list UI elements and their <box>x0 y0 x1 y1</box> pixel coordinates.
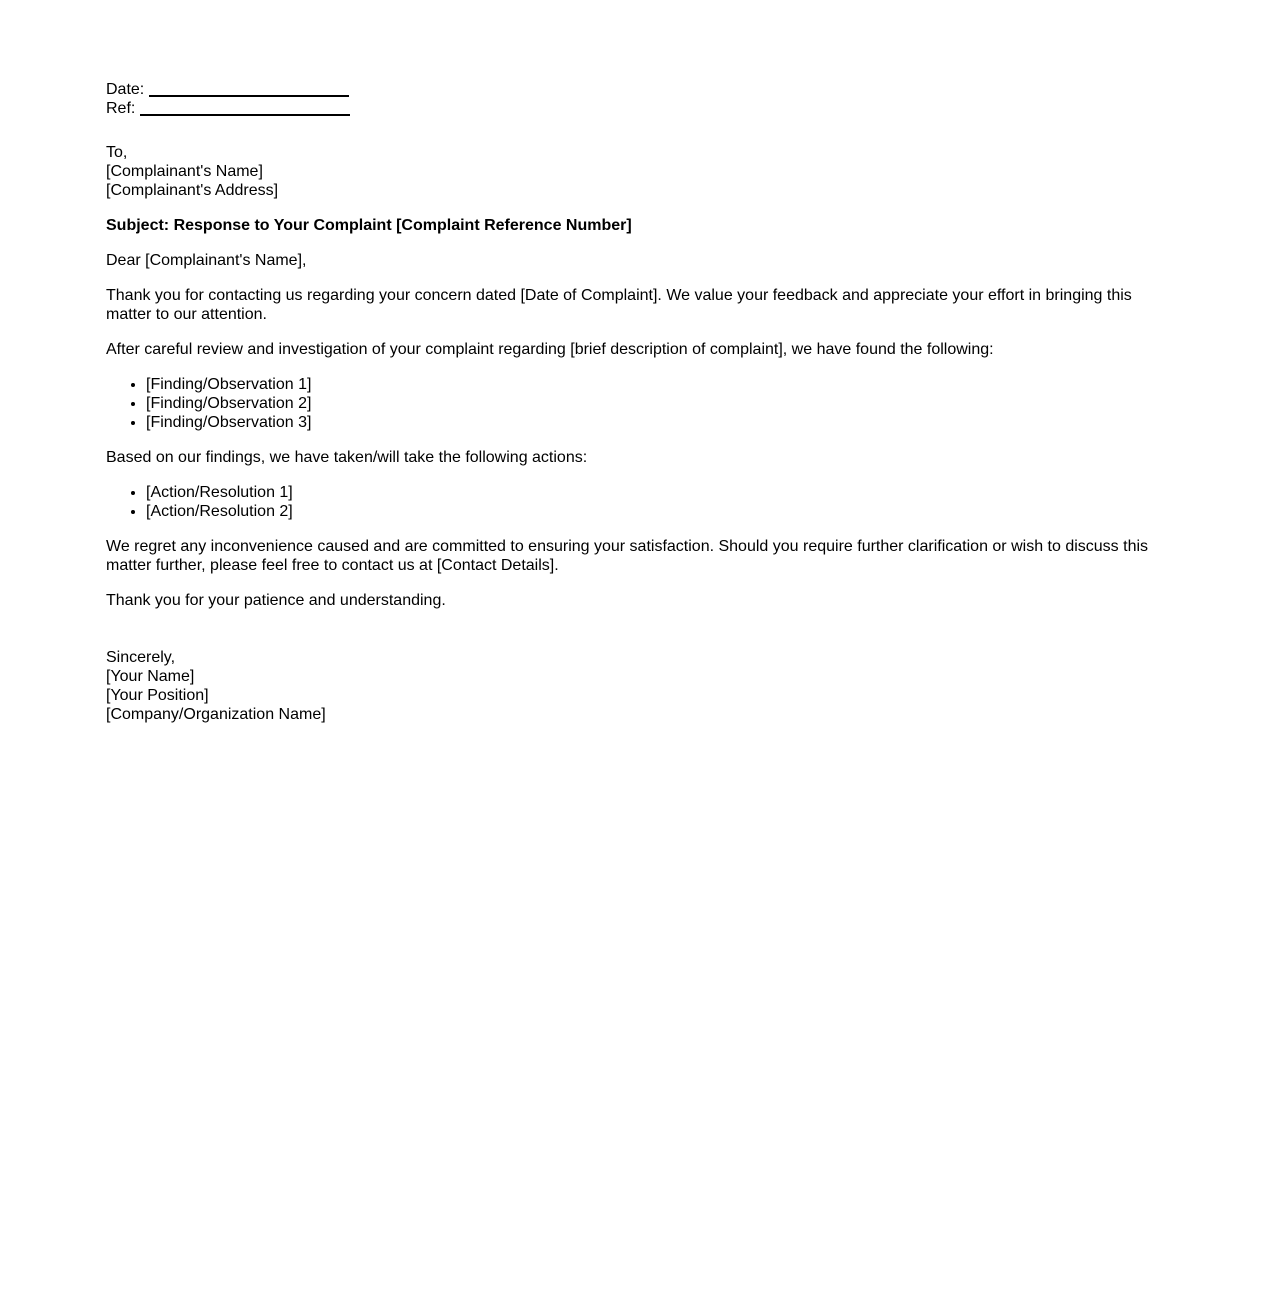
paragraph-patience: Thank you for your patience and understanding. <box>106 592 446 609</box>
recipient-name: [Complainant's Name] <box>106 163 263 180</box>
finding-item: • [Finding/Observation 1] <box>146 375 1166 394</box>
date-blank-line <box>149 83 349 97</box>
paragraph-review: After careful review and investigation of your complaint regarding [brief description of complaint], we have found the following: <box>106 341 994 358</box>
salutation: Dear [Complainant's Name], <box>106 252 307 269</box>
findings-list <box>106 375 1166 432</box>
signature-block <box>106 648 1166 724</box>
date-label: Date: <box>106 81 145 98</box>
company-name: [Company/Organization Name] <box>106 706 326 723</box>
recipient-block <box>106 143 1166 200</box>
paragraph-actions-intro: Based on our findings, we have taken/will take the following actions: <box>106 449 588 466</box>
finding-item: • [Finding/Observation 2] <box>146 394 1166 413</box>
paragraph-regret: We regret any inconvenience caused and are committed to ensuring your satisfaction. Should you require further clarification or wish to discuss this matter further, please feel free to contact us at [Contact Details]. <box>106 538 1149 574</box>
recipient-address: [Complainant's Address] <box>106 182 279 199</box>
ref-label: Ref: <box>106 100 136 117</box>
action-item: • [Action/Resolution 2] <box>146 502 1166 521</box>
ref-blank-line <box>140 102 350 116</box>
signer-position: [Your Position] <box>106 687 209 704</box>
paragraph-thanks: Thank you for contacting us regarding your concern dated [Date of Complaint]. We value your feedback and appreciate your effort in bringing this matter to our attention. <box>106 287 1132 323</box>
date-ref-block <box>106 80 1166 118</box>
closing: Sincerely, <box>106 649 176 666</box>
finding-item: • [Finding/Observation 3] <box>146 413 1166 432</box>
signer-name: [Your Name] <box>106 668 195 685</box>
action-item: • [Action/Resolution 1] <box>146 483 1166 502</box>
to-line: To, <box>106 144 128 161</box>
actions-list <box>106 483 1166 521</box>
subject-line: Subject: Response to Your Complaint [Complaint Reference Number] <box>106 217 632 234</box>
